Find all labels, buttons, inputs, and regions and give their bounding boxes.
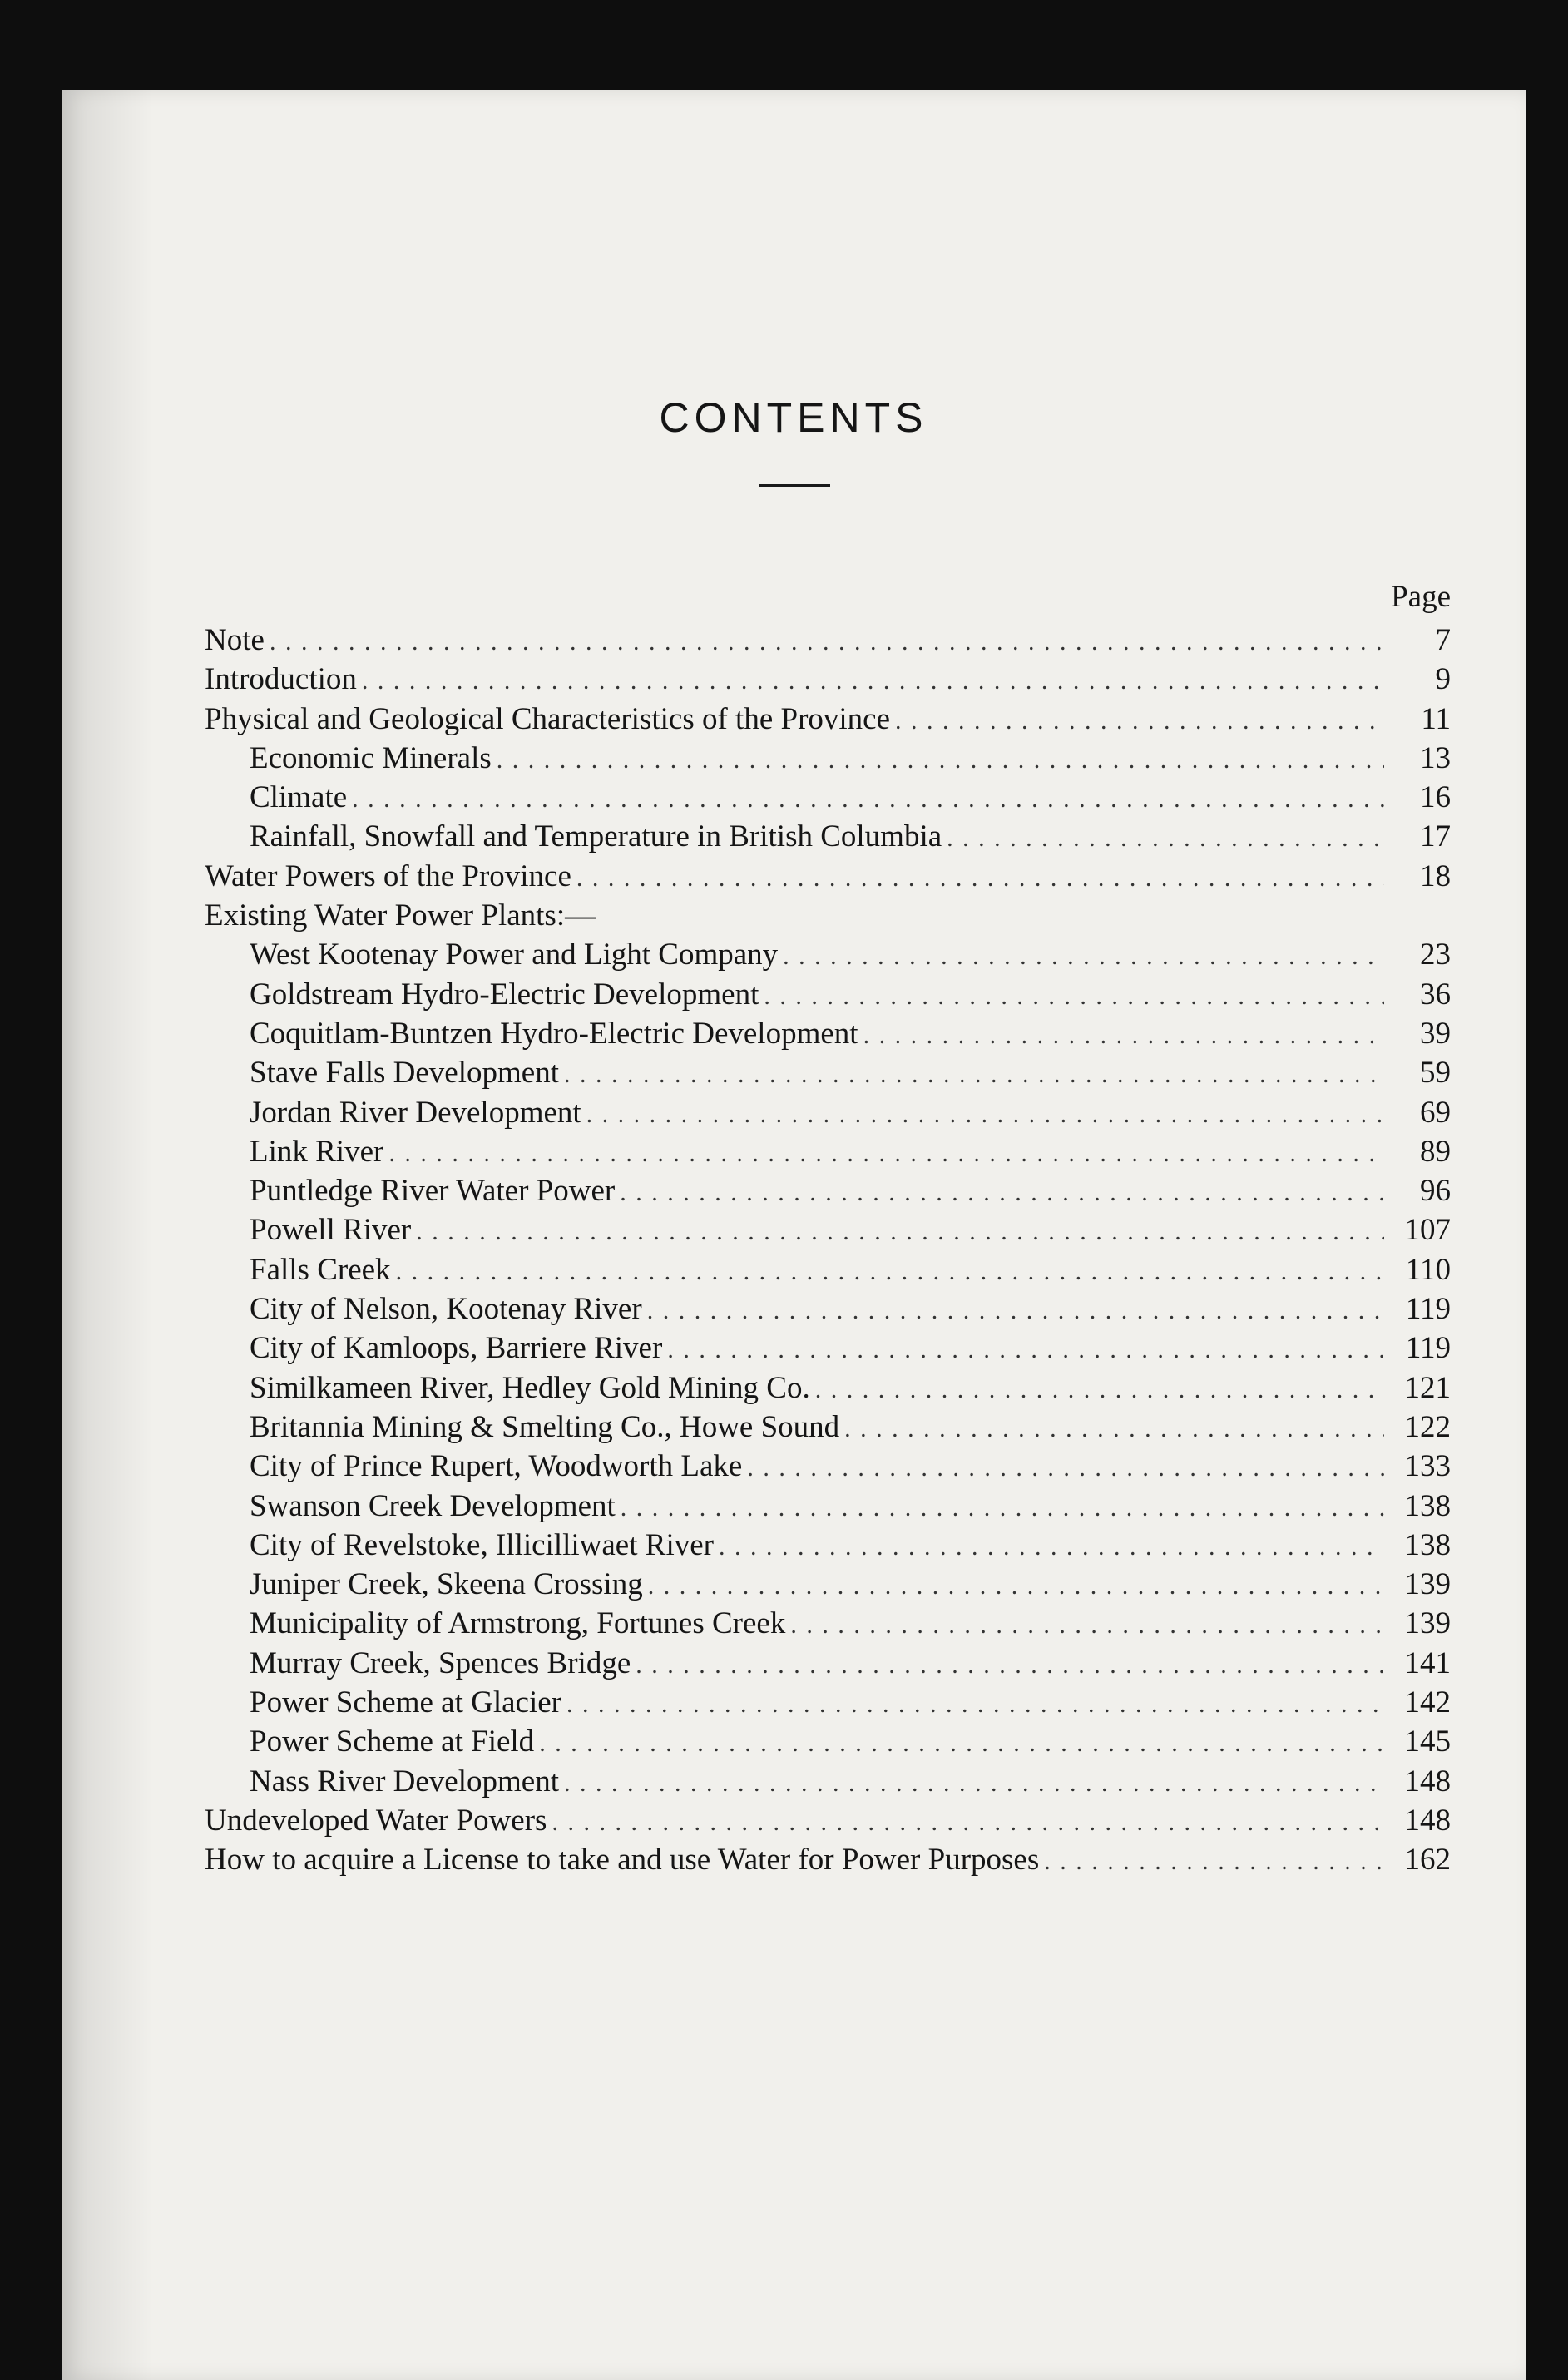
toc-entry: [205, 1134, 1451, 1173]
toc-entry: [205, 1291, 1451, 1330]
toc-entry: [205, 1016, 1451, 1055]
toc-entry: [205, 1527, 1451, 1566]
dot-leader: [352, 785, 1384, 814]
toc-entry-title: Power Scheme at Field: [250, 1724, 535, 1759]
dot-leader: [586, 1101, 1384, 1129]
toc-entry-page: 148: [1404, 1764, 1451, 1799]
toc-entry-title: Juniper Creek, Skeena Crossing: [250, 1567, 643, 1602]
dot-leader: [564, 1769, 1384, 1798]
toc-entry-title: Powell River: [250, 1213, 412, 1248]
toc-entry-title: Goldstream Hydro-Electric Development: [250, 977, 759, 1012]
dot-leader: [621, 1494, 1384, 1522]
toc-entry-page: 138: [1404, 1488, 1451, 1523]
toc-entry: [205, 1212, 1451, 1251]
page-title: CONTENTS: [659, 394, 928, 441]
toc-entry-page: 142: [1404, 1685, 1451, 1720]
toc-entry-title: Britannia Mining & Smelting Co., Howe Sound: [250, 1409, 840, 1444]
toc-entry-title: City of Revelstoke, Illicilliwaet River: [250, 1527, 714, 1562]
dot-leader: [947, 824, 1384, 853]
toc-entry: [205, 1448, 1451, 1487]
toc-entry: [205, 622, 1451, 661]
toc-entry-title: Note: [205, 623, 265, 657]
toc-entry: [205, 1409, 1451, 1448]
toc-entry-title: Jordan River Development: [250, 1095, 581, 1130]
toc-entry-page: 13: [1420, 740, 1451, 775]
toc-entry-title: City of Prince Rupert, Woodworth Lake: [250, 1449, 743, 1484]
toc-entry-title: Municipality of Armstrong, Fortunes Creek: [250, 1606, 786, 1641]
toc-entry-page: 148: [1404, 1803, 1451, 1838]
dot-leader: [764, 982, 1384, 1011]
toc-entry-title: Link River: [250, 1134, 384, 1169]
toc-entry: [205, 898, 1451, 937]
dot-leader: [362, 667, 1384, 695]
dot-leader: [667, 1336, 1384, 1364]
toc-entry: [205, 661, 1451, 700]
title-rule: [759, 484, 830, 487]
toc-entry-title: Existing Water Power Plants:—: [205, 898, 596, 933]
toc-entry: [205, 1330, 1451, 1369]
toc-entry-title: Physical and Geological Characteristics of the Province: [205, 701, 891, 736]
toc-entry-page: 139: [1404, 1606, 1451, 1641]
toc-entry-page: 145: [1404, 1724, 1451, 1759]
toc-entry-title: How to acquire a License to take and use Water for Power Purposes: [205, 1843, 1040, 1878]
dot-leader: [388, 1140, 1384, 1168]
toc-entry: [205, 1055, 1451, 1094]
toc-entry-title: Rainfall, Snowfall and Temperature in British Columbia: [250, 819, 942, 854]
toc-entry-title: Coquitlam-Buntzen Hydro-Electric Development: [250, 1016, 858, 1051]
toc-entry-page: 96: [1420, 1174, 1451, 1209]
dot-leader: [783, 943, 1384, 971]
toc-entry: [205, 1095, 1451, 1134]
toc-entry: [205, 819, 1451, 858]
toc-entry-title: Puntledge River Water Power: [250, 1174, 616, 1209]
toc-entry-page: 139: [1404, 1567, 1451, 1602]
toc-entry-title: Murray Creek, Spences Bridge: [250, 1645, 631, 1680]
toc-entry-page: 39: [1420, 1016, 1451, 1051]
toc-entry-title: City of Kamloops, Barriere River: [250, 1331, 663, 1366]
toc-entry-title: West Kootenay Power and Light Company: [250, 938, 779, 972]
table-of-contents: [205, 622, 1451, 1882]
toc-entry-title: Undeveloped Water Powers: [205, 1803, 547, 1838]
dot-leader: [539, 1729, 1384, 1758]
toc-entry-title: Power Scheme at Glacier: [250, 1685, 561, 1720]
dot-leader: [270, 628, 1384, 656]
toc-entry: [205, 779, 1451, 819]
toc-entry-title: Swanson Creek Development: [250, 1488, 616, 1523]
toc-entry-title: Introduction: [205, 662, 357, 697]
toc-entry: [205, 1566, 1451, 1606]
toc-entry-page: 7: [1435, 623, 1451, 657]
dot-leader: [647, 1297, 1384, 1325]
toc-entry: [205, 701, 1451, 740]
toc-entry-page: 23: [1420, 938, 1451, 972]
toc-entry-page: 59: [1420, 1056, 1451, 1091]
page-column-header: Page: [1391, 580, 1451, 614]
toc-entry-page: 16: [1420, 780, 1451, 815]
dot-leader: [815, 1376, 1384, 1404]
toc-entry: [205, 977, 1451, 1016]
toc-entry-title: City of Nelson, Kootenay River: [250, 1292, 642, 1327]
toc-entry: [205, 1370, 1451, 1409]
dot-leader: [1044, 1848, 1384, 1876]
dot-leader: [396, 1258, 1384, 1286]
toc-entry: [205, 1685, 1451, 1724]
toc-entry-page: 133: [1404, 1449, 1451, 1484]
dot-leader: [620, 1179, 1384, 1207]
dot-leader: [497, 746, 1384, 774]
toc-entry: [205, 858, 1451, 898]
toc-entry-page: 89: [1420, 1134, 1451, 1169]
toc-entry-title: Similkameen River, Hedley Gold Mining Co.: [250, 1370, 810, 1405]
toc-entry-page: 162: [1404, 1843, 1451, 1878]
toc-entry-page: 121: [1404, 1370, 1451, 1405]
toc-entry-page: 138: [1404, 1527, 1451, 1562]
toc-entry: [205, 1842, 1451, 1881]
toc-entry-page: 119: [1405, 1331, 1451, 1366]
toc-entry-page: 122: [1404, 1409, 1451, 1444]
toc-entry-page: 69: [1420, 1095, 1451, 1130]
toc-entry-page: 141: [1404, 1645, 1451, 1680]
dot-leader: [844, 1415, 1384, 1443]
toc-entry: [205, 1173, 1451, 1212]
dot-leader: [552, 1809, 1384, 1837]
toc-entry: [205, 1764, 1451, 1803]
dot-leader: [747, 1454, 1384, 1482]
toc-entry: [205, 1252, 1451, 1291]
toc-entry-page: 11: [1421, 701, 1451, 736]
toc-entry: [205, 1488, 1451, 1527]
dot-leader: [863, 1022, 1384, 1050]
toc-entry-page: 110: [1405, 1252, 1451, 1287]
toc-entry-title: Falls Creek: [250, 1252, 391, 1287]
document-page: [62, 90, 1526, 2380]
dot-leader: [576, 864, 1384, 893]
toc-entry-page: 107: [1404, 1213, 1451, 1248]
dot-leader: [566, 1690, 1384, 1719]
toc-entry: [205, 1803, 1451, 1842]
toc-entry: [205, 1724, 1451, 1763]
dot-leader: [719, 1533, 1384, 1561]
toc-entry-title: Stave Falls Development: [250, 1056, 559, 1091]
toc-entry-page: 119: [1405, 1292, 1451, 1327]
toc-entry-page: 18: [1420, 858, 1451, 893]
toc-entry-page: 9: [1435, 662, 1451, 697]
dot-leader: [564, 1061, 1384, 1089]
toc-entry: [205, 937, 1451, 976]
dot-leader: [895, 707, 1384, 735]
toc-entry: [205, 1645, 1451, 1685]
toc-entry-title: Nass River Development: [250, 1764, 559, 1799]
dot-leader: [416, 1218, 1384, 1246]
toc-entry-title: Water Powers of the Province: [205, 858, 571, 893]
toc-entry: [205, 1606, 1451, 1645]
toc-entry-page: 36: [1420, 977, 1451, 1012]
dot-leader: [648, 1572, 1384, 1601]
toc-entry: [205, 740, 1451, 779]
toc-entry-title: Economic Minerals: [250, 740, 492, 775]
toc-entry-title: Climate: [250, 780, 348, 815]
dot-leader: [636, 1651, 1384, 1680]
toc-entry-page: 17: [1420, 819, 1451, 854]
dot-leader: [790, 1611, 1384, 1640]
